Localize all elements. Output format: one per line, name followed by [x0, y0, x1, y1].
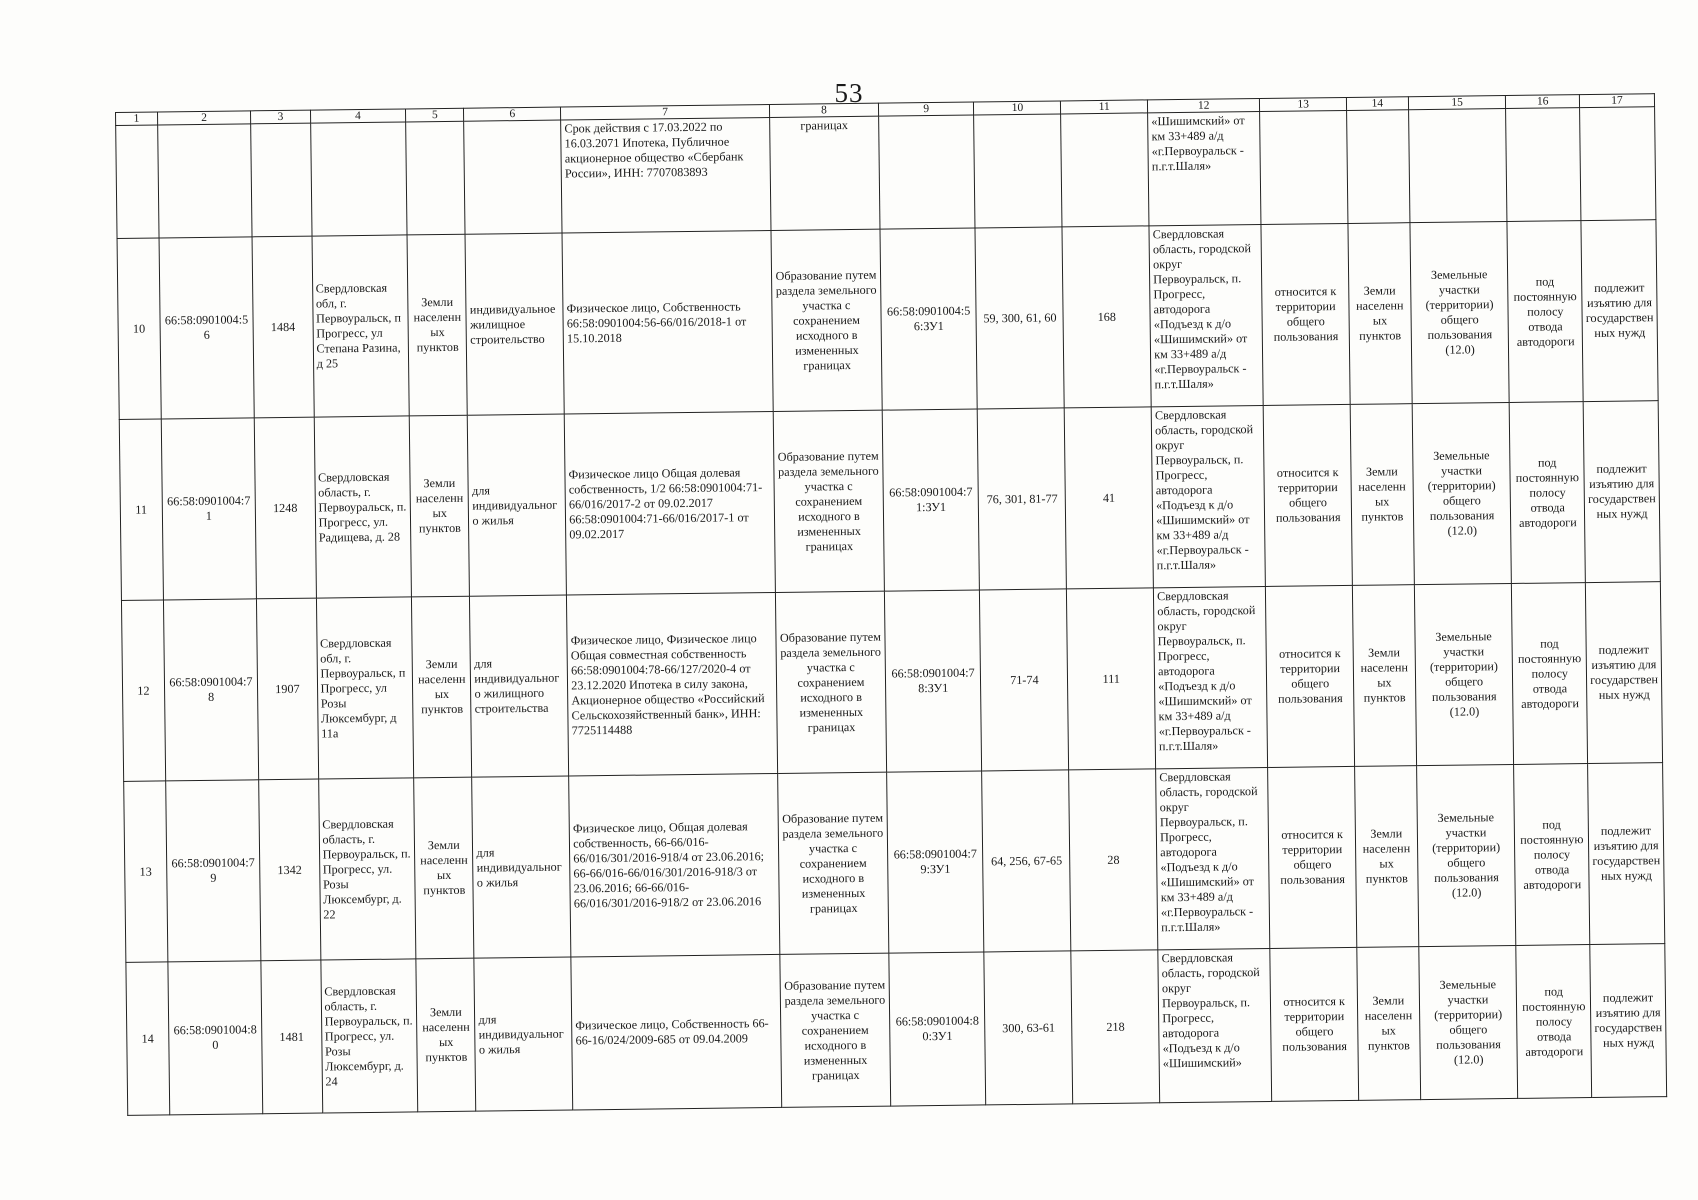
column-number: 13 — [1260, 97, 1347, 111]
territory-cell: относится к территории общего пользования — [1270, 947, 1359, 1101]
column-number: 6 — [464, 107, 561, 121]
purpose-cell: под постоянную полосу отвода автодороги — [1512, 583, 1588, 765]
land-category-cell: Земли населенных пунктов — [414, 777, 474, 959]
location-cell: «Шишимский» от км 33+489 а/д «г.Первоуральск - п.г.т.Шаля» — [1148, 112, 1261, 226]
new-use-cell: Земельные участки (территории) общего пользования (12.0) — [1410, 221, 1510, 403]
purpose-cell: под постоянную полосу отвода автодороги — [1514, 764, 1590, 946]
location-cell: Свердловская область, городской округ Первоуральск, п. Прогресс, автодорога «Подъезд к д/о «Шишимский» от км 33+489 а/д «г.Первоуральск - п.г.т.Шаля» — [1154, 586, 1268, 768]
new-parcel-number-cell: 66:58:0901004:79:ЗУ1 — [886, 771, 984, 953]
row-number-cell: 14 — [126, 962, 170, 1115]
land-category-cell: Земли населенных пунктов — [416, 958, 476, 1112]
column-number: 16 — [1506, 95, 1580, 109]
boundary-points-cell: 76, 301, 81-77 — [978, 408, 1067, 590]
new-use-cell: Земельные участки (территории) общего пользования (12.0) — [1416, 764, 1516, 946]
column-number: 8 — [769, 103, 878, 117]
purpose-cell: под постоянную полосу отвода автодороги — [1516, 945, 1592, 1099]
rights-cell: Физическое лицо, Собственность 66-66-16/024/2009-685 от 09.04.2009 — [571, 954, 782, 1110]
new-category-cell: Земли населенных пунктов — [1352, 585, 1416, 767]
column-number: 9 — [878, 102, 974, 116]
column-number: 2 — [157, 111, 251, 125]
new-area-cell: 168 — [1062, 226, 1151, 408]
new-category-cell: Земли населенных пунктов — [1357, 947, 1420, 1101]
column-number: 4 — [310, 109, 406, 123]
method-cell: Образование путем раздела земельного участка с сохранением исходного в измененных границах — [775, 591, 886, 773]
area-cell: 1907 — [257, 598, 319, 780]
new-parcel-number-cell: 66:58:0901004:56:ЗУ1 — [880, 228, 978, 410]
land-category-cell: Земли населенных пунктов — [407, 234, 467, 416]
column-number: 10 — [974, 101, 1061, 115]
area-cell: 1342 — [259, 779, 321, 961]
registry-sheet — [115, 93, 1667, 1116]
cadastral-number-cell: 66:58:0901004:56 — [159, 237, 255, 419]
row-number-cell: 12 — [121, 600, 165, 781]
new-area-cell: 218 — [1071, 950, 1160, 1104]
method-cell: Образование путем раздела земельного участка с сохранением исходного в измененных границах — [778, 772, 889, 954]
cadastral-number-cell: 66:58:0901004:79 — [165, 780, 261, 962]
new-category-cell: Земли населенных пунктов — [1348, 223, 1412, 405]
column-number: 15 — [1408, 96, 1506, 110]
table-row — [119, 401, 1660, 601]
column-number: 1 — [116, 112, 158, 126]
new-area-cell: 41 — [1064, 407, 1153, 589]
boundary-points-cell: 64, 256, 67-65 — [982, 770, 1071, 952]
new-area-cell: 28 — [1069, 769, 1158, 951]
rights-cell: Физическое лицо, Собственность 66:58:0901004:56-66/016/2018-1 от 15.10.2018 — [562, 230, 773, 414]
row-number-cell: 13 — [124, 781, 168, 962]
location-cell: Свердловская область, городской округ Первоуральск, п. Прогресс, автодорога «Подъезд к д/о «Шишимский» от км 33+489 а/д «г.Первоуральск - п.г.т.Шаля» — [1149, 225, 1263, 407]
boundary-points-cell: 71-74 — [980, 589, 1069, 771]
address-cell: Свердловская область, г. Первоуральск, п. Прогресс, ул. Радищева, д. 28 — [314, 416, 412, 598]
note-cell: подлежит изъятию для государственных нужд — [1581, 220, 1658, 402]
area-cell: 1248 — [254, 417, 316, 599]
table-row — [124, 763, 1665, 963]
permitted-use-cell: для индивидуального жилья — [468, 414, 567, 596]
row-number-cell: 10 — [117, 238, 161, 419]
new-use-cell: Земельные участки (территории) общего пользования (12.0) — [1414, 583, 1514, 765]
permitted-use-cell: для индивидуального жилищного строительства — [470, 595, 569, 777]
new-category-cell: Земли населенных пунктов — [1355, 766, 1419, 948]
address-cell: Свердловская обл, г. Первоуральск, п Прогресс, ул Розы Люксембург, д 11а — [316, 597, 414, 779]
column-number: 17 — [1580, 94, 1655, 108]
row-number-cell: 11 — [119, 419, 163, 600]
page-number: 53 — [834, 78, 864, 108]
method-cell: границах — [770, 116, 880, 230]
permitted-use-cell: для индивидуального жилья — [474, 957, 573, 1111]
column-number: 7 — [561, 105, 770, 121]
cadastral-number-cell: 66:58:0901004:78 — [163, 599, 259, 781]
address-cell: Свердловская обл, г. Первоуральск, п Прогресс, ул Степана Разина, д 25 — [312, 235, 410, 417]
new-use-cell: Земельные участки (территории) общего пользования (12.0) — [1412, 402, 1512, 584]
column-number: 14 — [1347, 97, 1409, 111]
method-cell: Образование путем раздела земельного участка с сохранением исходного в измененных границах — [780, 953, 891, 1107]
column-number: 11 — [1061, 100, 1148, 114]
registry-rows — [117, 220, 1667, 1116]
purpose-cell: под постоянную полосу отвода автодороги — [1507, 221, 1583, 403]
territory-cell: относится к территории общего пользования — [1263, 404, 1352, 586]
rights-cell: Срок действия с 17.03.2022 по 16.03.2071 Ипотека, Публичное акционерное общество «Сбербанк России», ИНН: 7707083893 — [561, 118, 771, 234]
boundary-points-cell: 300, 63-61 — [984, 951, 1073, 1105]
cadastral-number-cell: 66:58:0901004:80 — [168, 961, 263, 1115]
territory-cell: относится к территории общего пользования — [1261, 223, 1350, 405]
continuation-row — [116, 107, 1656, 239]
area-cell: 1484 — [252, 236, 314, 418]
location-cell: Свердловская область, городской округ Первоуральск, п. Прогресс, автодорога «Подъезд к д/о «Шишимский» от км 33+489 а/д «г.Первоуральск - п.г.т.Шаля» — [1156, 767, 1270, 949]
rights-cell: Физическое лицо Общая долевая собственность, 1/2 66:58:0901004:71-66/016/2017-2 от 09.02.2017 66:58:0901004:71-66/016/2017-1 от 09.02.2017 — [564, 411, 775, 595]
rights-cell: Физическое лицо, Общая долевая собственность, 66-66/016-66/016/301/2016-918/4 от 23.06.2016; 66-66/016-66/016/301/2016-918/3 от 23.06.2016; 66-66/016-66/016/301/2016-918/2 от 23.06.2016 — [569, 773, 780, 957]
address-cell: Свердловская область, г. Первоуральск, п. Прогресс, ул. Розы Люксембург, д. 22 — [318, 778, 416, 960]
territory-cell: относится к территории общего пользования — [1268, 766, 1357, 948]
note-cell: подлежит изъятию для государственных нужд — [1590, 944, 1667, 1098]
address-cell: Свердловская область, г. Первоуральск, п. Прогресс, ул. Розы Люксембург, д. 24 — [320, 959, 417, 1113]
method-cell: Образование путем раздела земельного участка с сохранением исходного в измененных границах — [773, 410, 884, 592]
new-parcel-number-cell: 66:58:0901004:71:ЗУ1 — [882, 409, 980, 591]
table-row — [126, 944, 1667, 1116]
table-row — [117, 220, 1658, 420]
new-use-cell: Земельные участки (территории) общего пользования (12.0) — [1418, 945, 1518, 1099]
area-cell: 1481 — [261, 960, 322, 1114]
rights-cell: Физическое лицо, Физическое лицо Общая совместная собственность 66:58:0901004:78-66/127/2020-4 от 23.12.2020 Ипотека в силу закона, Акционерное общество «Российский Сельскохозяйственный банк», ИНН: 7725114488 — [567, 592, 778, 776]
note-cell: подлежит изъятию для государственных нужд — [1588, 763, 1665, 945]
cadastral-number-cell: 66:58:0901004:71 — [161, 418, 257, 600]
method-cell: Образование путем раздела земельного участка с сохранением исходного в измененных границах — [771, 229, 882, 411]
land-registry-table — [115, 93, 1667, 1116]
column-number: 3 — [251, 110, 311, 124]
table-row — [121, 582, 1662, 782]
permitted-use-cell: индивидуальное жилищное строительство — [465, 233, 564, 415]
purpose-cell: под постоянную полосу отвода автодороги — [1510, 402, 1586, 584]
note-cell: подлежит изъятию для государственных нужд — [1585, 582, 1662, 764]
permitted-use-cell: для индивидуального жилья — [472, 776, 571, 958]
land-category-cell: Земли населенных пунктов — [409, 415, 469, 597]
location-cell: Свердловская область, городской округ Первоуральск, п. Прогресс, автодорога «Подъезд к д/о «Шишимский» — [1158, 948, 1272, 1102]
new-area-cell: 111 — [1067, 588, 1156, 770]
boundary-points-cell: 59, 300, 61, 60 — [975, 227, 1064, 409]
land-category-cell: Земли населенных пунктов — [412, 596, 472, 778]
column-number: 12 — [1148, 99, 1260, 113]
territory-cell: относится к территории общего пользования — [1266, 585, 1355, 767]
location-cell: Свердловская область, городской округ Первоуральск, п. Прогресс, автодорога «Подъезд к д/о «Шишимский» от км 33+489 а/д «г.Первоуральск - п.г.т.Шаля» — [1151, 405, 1265, 587]
note-cell: подлежит изъятию для государственных нужд — [1583, 401, 1660, 583]
new-category-cell: Земли населенных пунктов — [1350, 404, 1414, 586]
new-parcel-number-cell: 66:58:0901004:80:ЗУ1 — [889, 952, 986, 1106]
column-number: 5 — [406, 108, 464, 122]
new-parcel-number-cell: 66:58:0901004:78:ЗУ1 — [884, 590, 982, 772]
